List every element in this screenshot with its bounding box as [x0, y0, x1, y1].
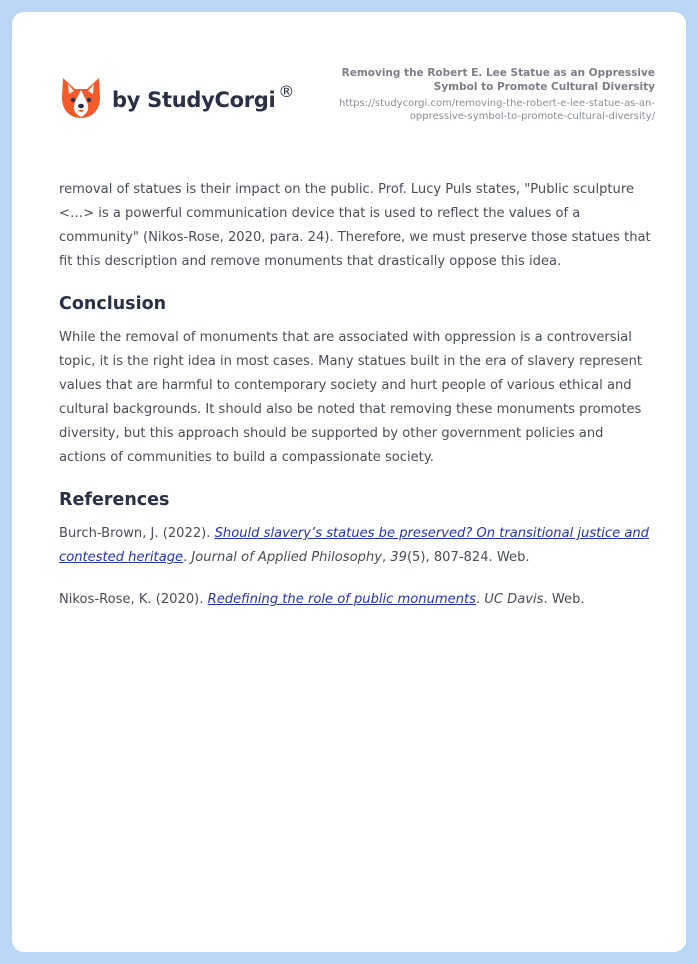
document-meta — [315, 66, 655, 123]
reference-volume: 39 — [390, 550, 407, 565]
brand-name: by StudyCorgi ® — [112, 82, 295, 112]
reference-source: UC Davis — [484, 592, 544, 607]
document-page — [12, 12, 686, 952]
reference-rest: (5), 807-824. Web. — [406, 550, 530, 565]
reference-rest: . Web. — [543, 592, 585, 607]
reference-link[interactable]: Should slavery’s statues be preserved? On transitional justice and contested heritage — [59, 526, 649, 565]
reference-punct: , — [381, 550, 391, 565]
reference-item — [59, 522, 654, 570]
document-body — [59, 178, 654, 630]
reference-link[interactable]: Redefining the role of public monuments — [207, 592, 476, 607]
document-title: Removing the Robert E. Lee Statue as an Oppressive Symbol to Promote Cultural Diversity — [341, 67, 655, 93]
conclusion-paragraph: While the removal of monuments that are associated with oppression is a controversial topic, it is the right idea in most cases. Many statues built in the era of slavery represent values that are harmful to contemporary society and hurt people of various ethical and cultural backgrounds. It should also be noted that removing these monuments promotes diversity, but this approach should be supported by other government policies and actions of communities to build a compassionate society. — [59, 330, 642, 465]
registered-mark: ® — [278, 82, 295, 101]
corgi-icon — [60, 76, 102, 120]
reference-item — [59, 588, 654, 612]
document-url[interactable]: https://studycorgi.com/removing-the-robert-e-lee-statue-as-an-oppressive-symbol-to-promote-cultural-diversity/ — [339, 98, 655, 122]
studycorgi-logo[interactable] — [60, 76, 294, 120]
references-heading: References — [59, 490, 170, 510]
reference-journal: Journal of Applied Philosophy — [191, 550, 382, 565]
intro-paragraph: removal of statues is their impact on the public. Prof. Lucy Puls states, "Public sculpture <…> is a powerful communication device that is used to reflect the values of a community" (Nikos-Rose, 2020, para. 24). Therefore, we must preserve those statues that fit this description and remove monuments that drastically oppose this idea. — [59, 182, 651, 269]
reference-punct: . — [475, 592, 485, 607]
page-header — [12, 12, 686, 142]
reference-punct: . — [183, 550, 192, 565]
reference-author: Nikos-Rose, K. (2020). — [59, 592, 208, 607]
conclusion-heading: Conclusion — [59, 294, 167, 314]
reference-author: Burch-Brown, J. (2022). — [59, 526, 215, 541]
